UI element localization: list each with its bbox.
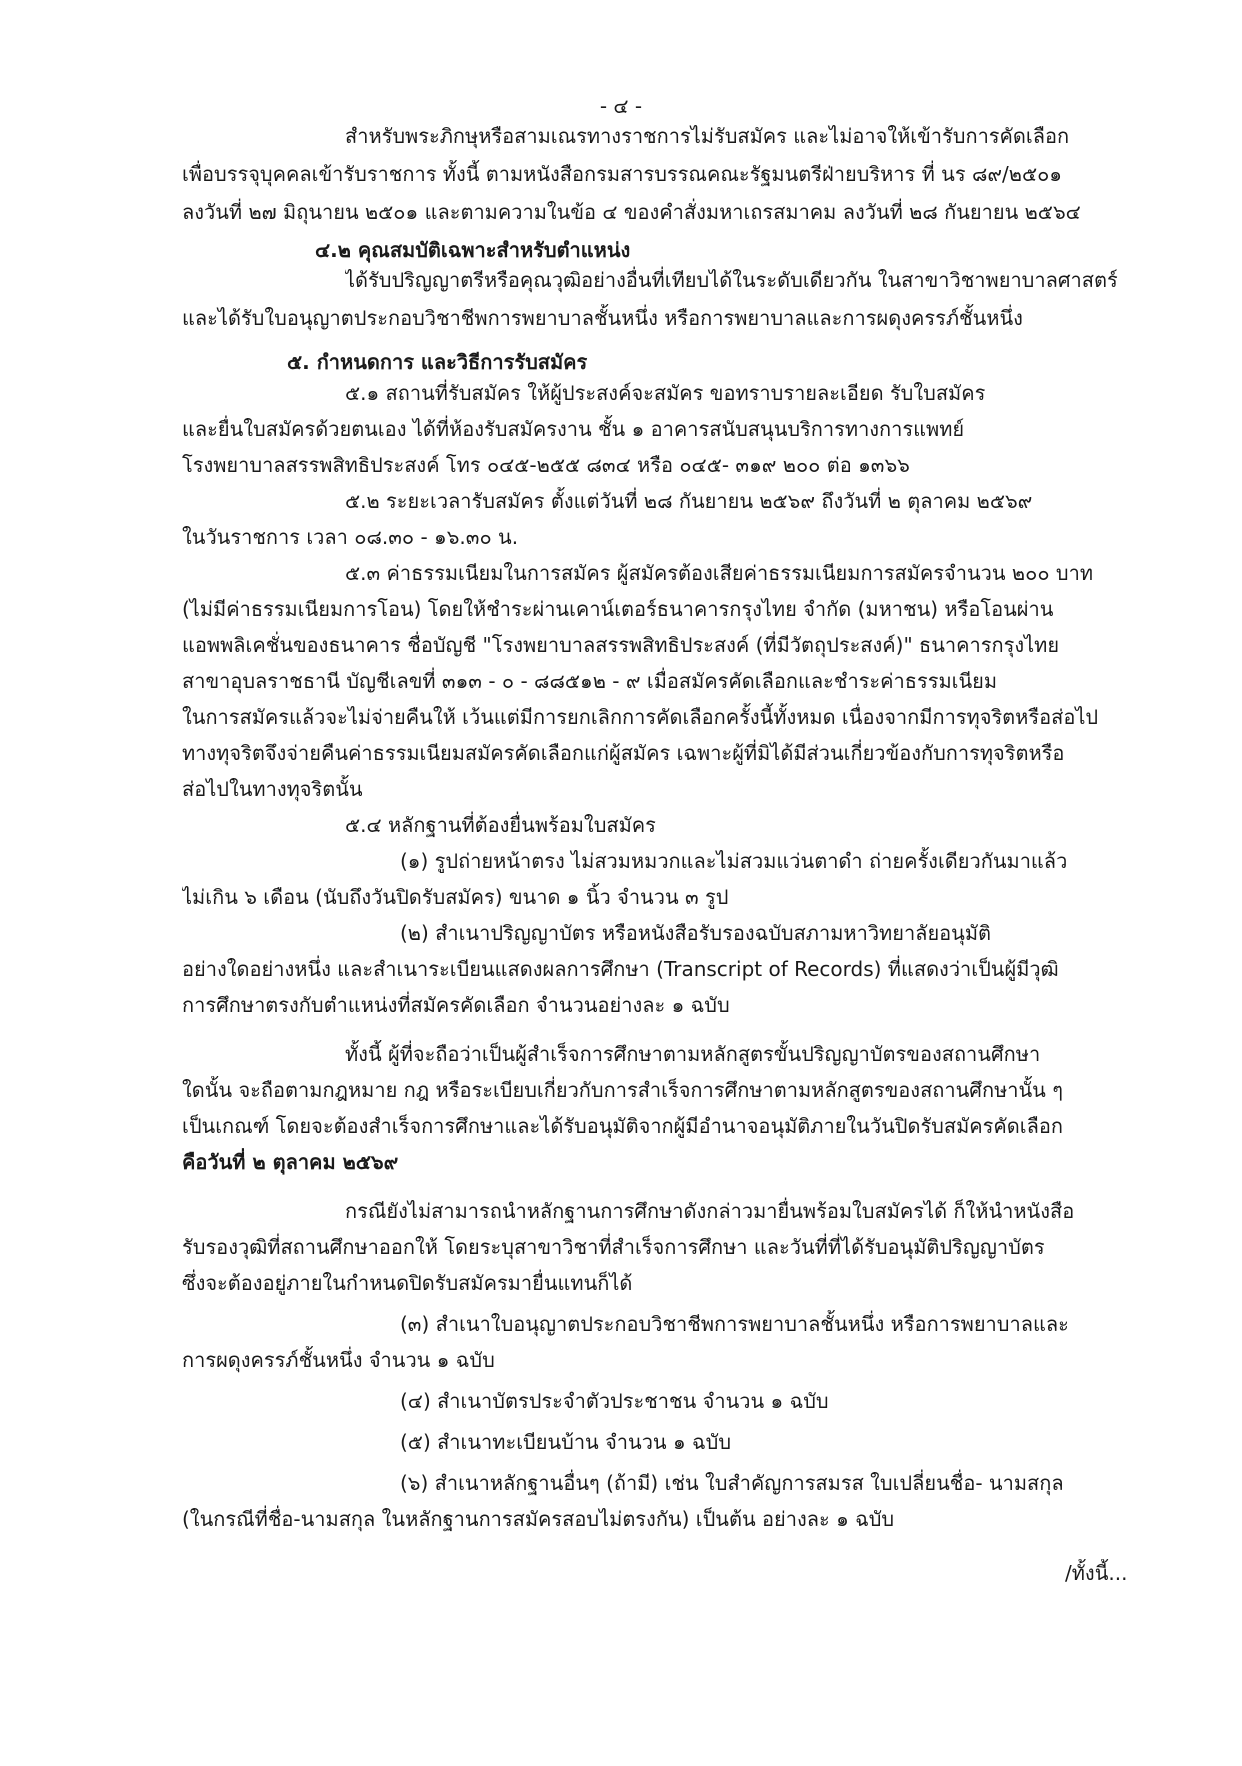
body-line-11: ๕.๒ ระยะเวลารับสมัคร ตั้งแต่วันที่ ๒๘ กันยายน ๒๕๖๙ ถึงวันที่ ๒ ตุลาคม ๒๕๖๙	[345, 489, 1033, 513]
section-heading-5: ๕. กำหนดการ และวิธีการรับสมัคร	[287, 350, 588, 374]
page-number: - ๔ -	[599, 94, 643, 118]
continuation-marker: /ทั้งนี้...	[1065, 1561, 1128, 1585]
body-line-21: (๑) รูปถ่ายหน้าตรง ไม่สวมหมวกและไม่สวมแว่นตาดำ ถ่ายครั้งเดียวกันมาแล้ว	[400, 849, 1068, 873]
body-line-20: ๕.๔ หลักฐานที่ต้องยื่นพร้อมใบสมัคร	[345, 813, 656, 837]
body-line-5: ได้รับปริญญาตรีหรือคุณวุฒิอย่างอื่นที่เทียบได้ในระดับเดียวกัน ในสาขาวิชาพยาบาลศาสตร์	[345, 268, 1118, 292]
body-line-17: ในการสมัครแล้วจะไม่จ่ายคืนให้ เว้นแต่มีการยกเลิกการคัดเลือกครั้งนี้ทั้งหมด เนื่องจากมีการทุจริตหรือส่อไป	[182, 705, 1099, 729]
body-line-36: (๕) สำเนาทะเบียนบ้าน จำนวน ๑ ฉบับ	[400, 1430, 732, 1454]
body-line-37: (๖) สำเนาหลักฐานอื่นๆ (ถ้ามี) เช่น ใบสำคัญการสมรส ใบเปลี่ยนชื่อ- นามสกุล	[400, 1471, 1064, 1495]
body-line-26: ทั้งนี้ ผู้ที่จะถือว่าเป็นผู้สำเร็จการศึกษาตามหลักสูตรขั้นปริญญาบัตรของสถานศึกษา	[345, 1042, 1041, 1066]
body-line-34: การผดุงครรภ์ชั้นหนึ่ง จำนวน ๑ ฉบับ	[182, 1348, 495, 1372]
body-line-28: เป็นเกณฑ์ โดยจะต้องสำเร็จการศึกษาและได้รับอนุมัติจากผู้มีอำนาจอนุมัติภายในวันปิดรับสมัครคัดเลือก	[182, 1114, 1063, 1138]
body-line-32: ซึ่งจะต้องอยู่ภายในกำหนดปิดรับสมัครมายื่นแทนก็ได้	[182, 1271, 633, 1295]
body-line-35: (๔) สำเนาบัตรประจำตัวประชาชน จำนวน ๑ ฉบับ	[400, 1389, 829, 1413]
body-line-13: ๕.๓ ค่าธรรมเนียมในการสมัคร ผู้สมัครต้องเสียค่าธรรมเนียมการสมัครจำนวน ๒๐๐ บาท	[345, 561, 1093, 585]
body-line-25: การศึกษาตรงกับตำแหน่งที่สมัครคัดเลือก จำนวนอย่างละ ๑ ฉบับ	[182, 993, 730, 1017]
body-line-31: รับรองวุฒิที่สถานศึกษาออกให้ โดยระบุสาขาวิชาที่สำเร็จการศึกษา และวันที่ที่ได้รับอนุมัติปริญญาบัตร	[182, 1235, 1045, 1259]
body-line-27: ใดนั้น จะถือตามกฎหมาย กฎ หรือระเบียบเกี่ยวกับการสำเร็จการศึกษาตามหลักสูตรของสถานศึกษานั้น ๆ	[182, 1078, 1063, 1102]
body-line-33: (๓) สำเนาใบอนุญาตประกอบวิชาชีพการพยาบาลชั้นหนึ่ง หรือการพยาบาลและ	[400, 1312, 1069, 1336]
body-line-6: และได้รับใบอนุญาตประกอบวิชาชีพการพยาบาลชั้นหนึ่ง หรือการพยาบาลและการผดุงครรภ์ชั้นหนึ่ง	[182, 306, 1023, 330]
body-line-1: สำหรับพระภิกษุหรือสามเณรทางราชการไม่รับสมัคร และไม่อาจให้เข้ารับการคัดเลือก	[345, 124, 1070, 148]
body-line-3: ลงวันที่ ๒๗ มิถุนายน ๒๕๐๑ และตามความในข้อ ๔ ของคำสั่งมหาเถรสมาคม ลงวันที่ ๒๘ กันยายน ๒๕๖๔	[182, 200, 1081, 224]
body-line-38: (ในกรณีที่ชื่อ-นามสกุล ในหลักฐานการสมัครสอบไม่ตรงกัน) เป็นต้น อย่างละ ๑ ฉบับ	[182, 1507, 895, 1531]
section-heading-4-2: ๔.๒ คุณสมบัติเฉพาะสำหรับตำแหน่ง	[315, 238, 631, 262]
body-line-30: กรณียังไม่สามารถนำหลักฐานการศึกษาดังกล่าวมายื่นพร้อมใบสมัครได้ ก็ให้นำหนังสือ	[345, 1199, 1075, 1223]
body-line-19: ส่อไปในทางทุจริตนั้น	[182, 777, 363, 801]
body-line-2: เพื่อบรรจุบุคคลเข้ารับราชการ ทั้งนี้ ตามหนังสือกรมสารบรรณคณะรัฐมนตรีฝ่ายบริหาร ที่ นร ๘๙/๒๕๐๑	[182, 162, 1062, 186]
body-line-29: คือวันที่ ๒ ตุลาคม ๒๕๖๙	[182, 1150, 399, 1174]
body-line-12: ในวันราชการ เวลา ๐๘.๓๐ - ๑๖.๓๐ น.	[182, 525, 519, 549]
body-line-8: ๕.๑ สถานที่รับสมัคร ให้ผู้ประสงค์จะสมัคร ขอทราบรายละเอียด รับใบสมัคร	[345, 381, 986, 405]
body-line-16: สาขาอุบลราชธานี บัญชีเลขที่ ๓๑๓ - ๐ - ๘๘๕๑๒ - ๙ เมื่อสมัครคัดเลือกและชำระค่าธรรมเนียม	[182, 669, 998, 693]
body-line-9: และยื่นใบสมัครด้วยตนเอง ได้ที่ห้องรับสมัครงาน ชั้น ๑ อาคารสนับสนุนบริการทางการแพทย์	[182, 417, 965, 441]
body-line-24: อย่างใดอย่างหนึ่ง และสำเนาระเบียนแสดงผลการศึกษา (Transcript of Records) ที่แสดงว่าเป็นผู้มีวุฒิ	[182, 957, 1059, 981]
body-line-15: แอพพลิเคชั่นของธนาคาร ชื่อบัญชี "โรงพยาบาลสรรพสิทธิประสงค์ (ที่มีวัตถุประสงค์)" ธนาคารกรุงไทย	[182, 633, 1060, 657]
body-line-10: โรงพยาบาลสรรพสิทธิประสงค์ โทร ๐๔๕-๒๕๕ ๘๓๔ หรือ ๐๔๕- ๓๑๙ ๒๐๐ ต่อ ๑๓๖๖	[182, 453, 910, 477]
body-line-22: ไม่เกิน ๖ เดือน (นับถึงวันปิดรับสมัคร) ขนาด ๑ นิ้ว จำนวน ๓ รูป	[182, 885, 729, 909]
body-line-23: (๒) สำเนาปริญญาบัตร หรือหนังสือรับรองฉบับสภามหาวิทยาลัยอนุมัติ	[400, 921, 992, 945]
body-line-14: (ไม่มีค่าธรรมเนียมการโอน) โดยให้ชำระผ่านเคาน์เตอร์ธนาคารกรุงไทย จำกัด (มหาชน) หรือโอนผ่าน	[182, 597, 1054, 621]
body-line-18: ทางทุจริตจึงจ่ายคืนค่าธรรมเนียมสมัครคัดเลือกแก่ผู้สมัคร เฉพาะผู้ที่มิได้มีส่วนเกี่ยวข้องกับการทุจริตหรือ	[182, 741, 1065, 765]
